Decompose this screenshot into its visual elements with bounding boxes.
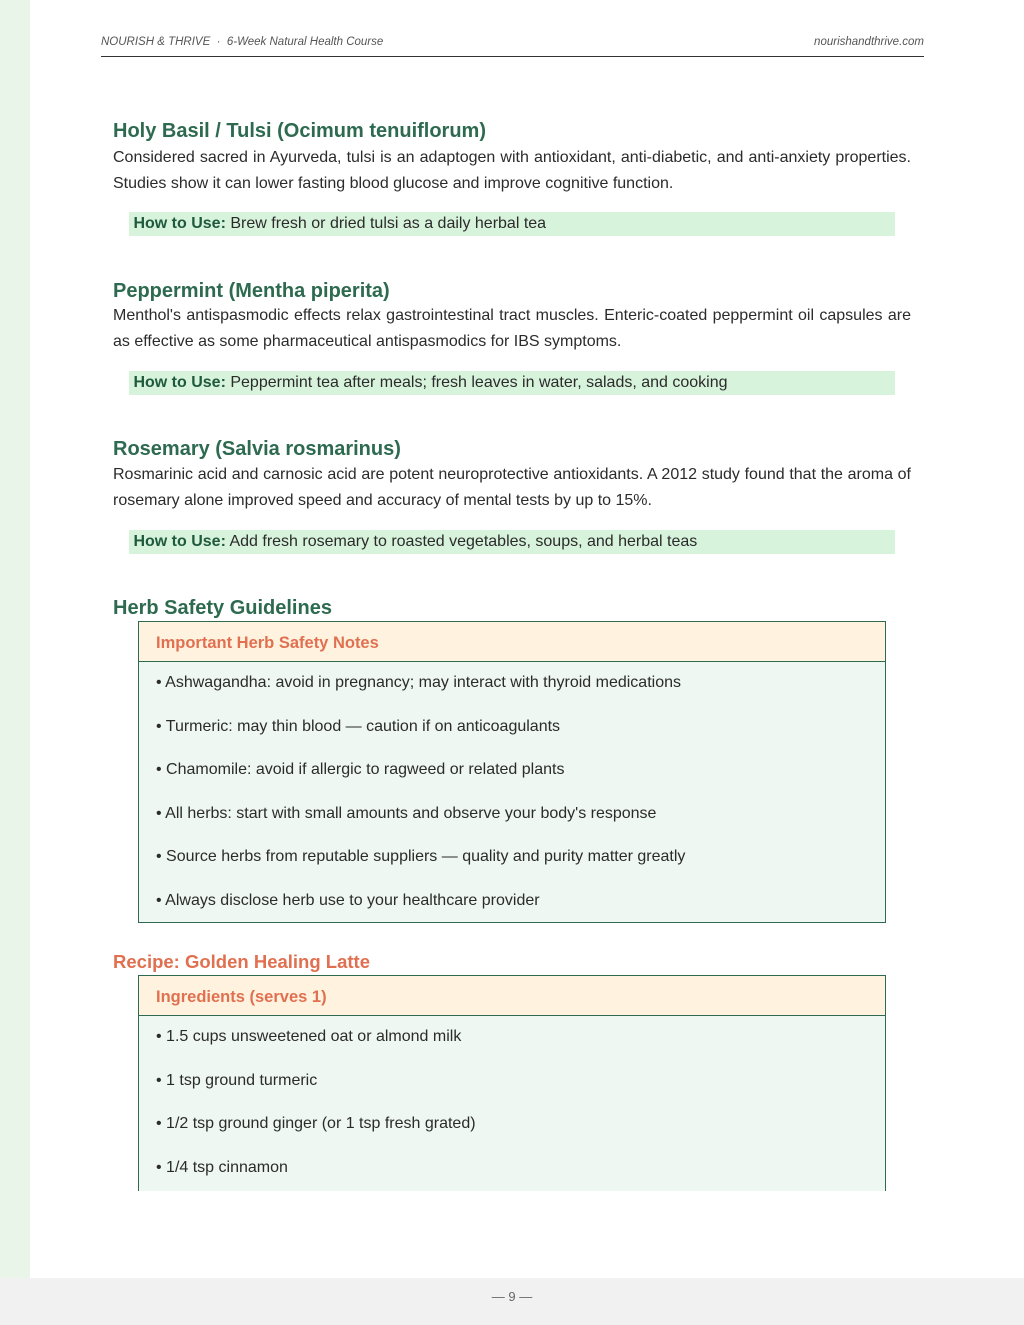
list-item: • Ashwagandha: avoid in pregnancy; may interact with thyroid medications (156, 674, 681, 691)
how-to-use-label: How to Use: (133, 215, 226, 232)
list-item: • 1 tsp ground turmeric (156, 1071, 318, 1089)
side-accent-strip (0, 0, 30, 1278)
herb-description: Rosmarinic acid and carnosic acid are potent neuroprotective antioxidants. A 2012 study found that the aroma of rosemary alone improved speed and accuracy of mental tests by up to 15%. (113, 466, 911, 509)
header-course-title (101, 36, 383, 48)
herb-title: Rosemary (Salvia rosmarinus) (113, 438, 401, 460)
safety-heading: Herb Safety Guidelines (113, 597, 332, 619)
safety-box-title: Important Herb Safety Notes (139, 622, 885, 662)
list-item: • 1/4 tsp cinnamon (156, 1158, 288, 1176)
how-to-use-box (129, 530, 895, 554)
header-brand: NOURISH & THRIVE (101, 36, 211, 48)
page-footer (0, 1278, 1024, 1325)
how-to-use-text: Brew fresh or dried tulsi as a daily herbal tea (230, 215, 547, 232)
list-item: • Source herbs from reputable suppliers — quality and purity matter greatly (156, 848, 686, 866)
ingredients-box (138, 975, 886, 1191)
header-separator: · (216, 36, 221, 48)
page-header (101, 35, 924, 57)
list-item: • 1.5 cups unsweetened oat or almond milk (156, 1028, 462, 1045)
list-item: • All herbs: start with small amounts and observe your body's response (156, 804, 657, 822)
how-to-use-box (129, 212, 895, 236)
how-to-use-text: Add fresh rosemary to roasted vegetables, soups, and herbal teas (229, 533, 698, 550)
how-to-use-box (129, 371, 895, 395)
list-item: • Always disclose herb use to your healthcare provider (156, 891, 540, 909)
list-item: • Chamomile: avoid if allergic to ragweed or related plants (156, 761, 565, 779)
herb-title: Peppermint (Mentha piperita) (113, 280, 390, 302)
header-course: 6-Week Natural Health Course (226, 36, 384, 48)
how-to-use-label: How to Use: (133, 374, 226, 391)
herb-description: Considered sacred in Ayurveda, tulsi is an adaptogen with antioxidant, anti-diabetic, and anti-anxiety properties. Studies show it can lower fasting blood glucose and improve cognitive function. (113, 149, 911, 192)
recipe-heading: Recipe: Golden Healing Latte (113, 951, 370, 972)
herb-title: Holy Basil / Tulsi (Ocimum tenuiflorum) (113, 120, 486, 142)
list-item: • 1/2 tsp ground ginger (or 1 tsp fresh grated) (156, 1115, 476, 1133)
page-number: — 9 — (491, 1289, 533, 1304)
how-to-use-label: How to Use: (133, 533, 226, 550)
safety-notes-box (138, 621, 886, 923)
herb-description: Menthol's antispasmodic effects relax gastrointestinal tract muscles. Enteric-coated peppermint oil capsules are as effective as some pharmaceutical antispasmodics for IBS symptoms. (113, 307, 911, 350)
safety-list (139, 662, 885, 934)
ingredients-list (139, 1016, 885, 1200)
list-item: • Turmeric: may thin blood — caution if on anticoagulants (156, 717, 561, 735)
header-website: nourishandthrive.com (814, 36, 924, 48)
how-to-use-text: Peppermint tea after meals; fresh leaves in water, salads, and cooking (230, 374, 728, 391)
ingredients-box-title: Ingredients (serves 1) (139, 976, 885, 1016)
